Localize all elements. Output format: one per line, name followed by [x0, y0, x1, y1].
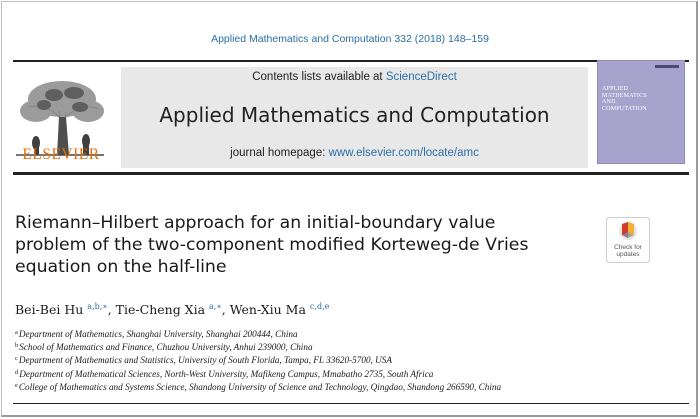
- affiliation-mark: a: [15, 329, 18, 336]
- cover-title-line: MATHEMATICS: [602, 92, 647, 99]
- affiliation-item: [15, 367, 685, 380]
- check-for-updates-label: [607, 244, 649, 258]
- article-title: [15, 212, 605, 278]
- journal-cover-thumbnail[interactable]: [597, 60, 685, 164]
- author-separator: ,: [107, 302, 116, 317]
- author-separator: ,: [221, 302, 230, 317]
- affiliation-item: [15, 327, 685, 340]
- author-list: [15, 302, 329, 317]
- journal-citation[interactable]: Applied Mathematics and Computation 332 (2018) 148–159: [211, 33, 489, 45]
- author-name[interactable]: Wen-Xiu Ma: [229, 302, 306, 317]
- cover-title-line: COMPUTATION: [602, 105, 647, 112]
- author-name[interactable]: Tie-Cheng Xia: [115, 302, 206, 317]
- cover-title-line: AND: [602, 99, 616, 105]
- elsevier-wordmark[interactable]: ELSEVIER: [22, 146, 100, 163]
- affiliation-item: [15, 353, 685, 366]
- affiliation-text: School of Mathematics and Finance, Chuzhou University, Anhui 239000, China: [19, 342, 313, 353]
- article-title-line: equation on the half-line: [15, 257, 227, 277]
- journal-banner: [121, 67, 588, 168]
- sciencedirect-link[interactable]: ScienceDirect: [385, 71, 457, 83]
- author-affiliation-marks[interactable]: a,∗: [209, 302, 222, 311]
- header-rule-top: [13, 60, 689, 62]
- author-affiliation-marks[interactable]: c,d,e: [309, 302, 330, 311]
- journal-title: Applied Mathematics and Computation: [159, 103, 550, 127]
- contents-line: [121, 71, 588, 83]
- check-for-updates-button[interactable]: [606, 217, 650, 263]
- affiliation-mark: d: [15, 368, 19, 376]
- affiliation-text: Department of Mathematical Sciences, North-West University, Mafikeng Campus, Mmabatho 2735, South Africa: [19, 368, 434, 379]
- homepage-prefix: journal homepage:: [230, 147, 329, 159]
- affiliation-item: [15, 340, 685, 353]
- cover-title: [602, 86, 662, 112]
- affiliations-rule: [13, 403, 689, 404]
- homepage-link[interactable]: www.elsevier.com/locate/amc: [328, 147, 479, 159]
- author-affiliation-marks[interactable]: a,b,∗: [87, 302, 108, 311]
- affiliation-text: College of Mathematics and Systems Science, Shandong University of Science and Technology, Qingdao, Shandong 266590, China: [18, 381, 502, 392]
- header-rule-bottom: [13, 172, 689, 175]
- affiliation-mark: c: [15, 355, 18, 363]
- cover-title-line: APPLIED: [602, 86, 629, 92]
- article-title-line: problem of the two-component modified Korteweg-de Vries: [15, 235, 529, 255]
- author-name[interactable]: Bei-Bei Hu: [15, 302, 84, 317]
- bookmark-ribbon-icon: [607, 218, 649, 244]
- badge-line: updates: [616, 251, 640, 258]
- homepage-line: [121, 147, 588, 159]
- affiliation-mark: e: [15, 381, 18, 389]
- affiliation-mark: b: [15, 342, 19, 350]
- affiliation-text: Department of Mathematics, Shanghai University, Shanghai 200444, China: [18, 329, 298, 339]
- article-title-line: Riemann–Hilbert approach for an initial-boundary value: [15, 213, 496, 233]
- affiliation-item: [15, 380, 685, 393]
- affiliation-text: Department of Mathematics and Statistics, University of South Florida, Tampa, FL 33620-5700, USA: [18, 355, 392, 366]
- badge-line: Check for: [614, 244, 642, 251]
- contents-prefix: Contents lists available at: [252, 71, 386, 83]
- cover-header-bar: [655, 65, 679, 68]
- affiliation-list: [15, 327, 685, 393]
